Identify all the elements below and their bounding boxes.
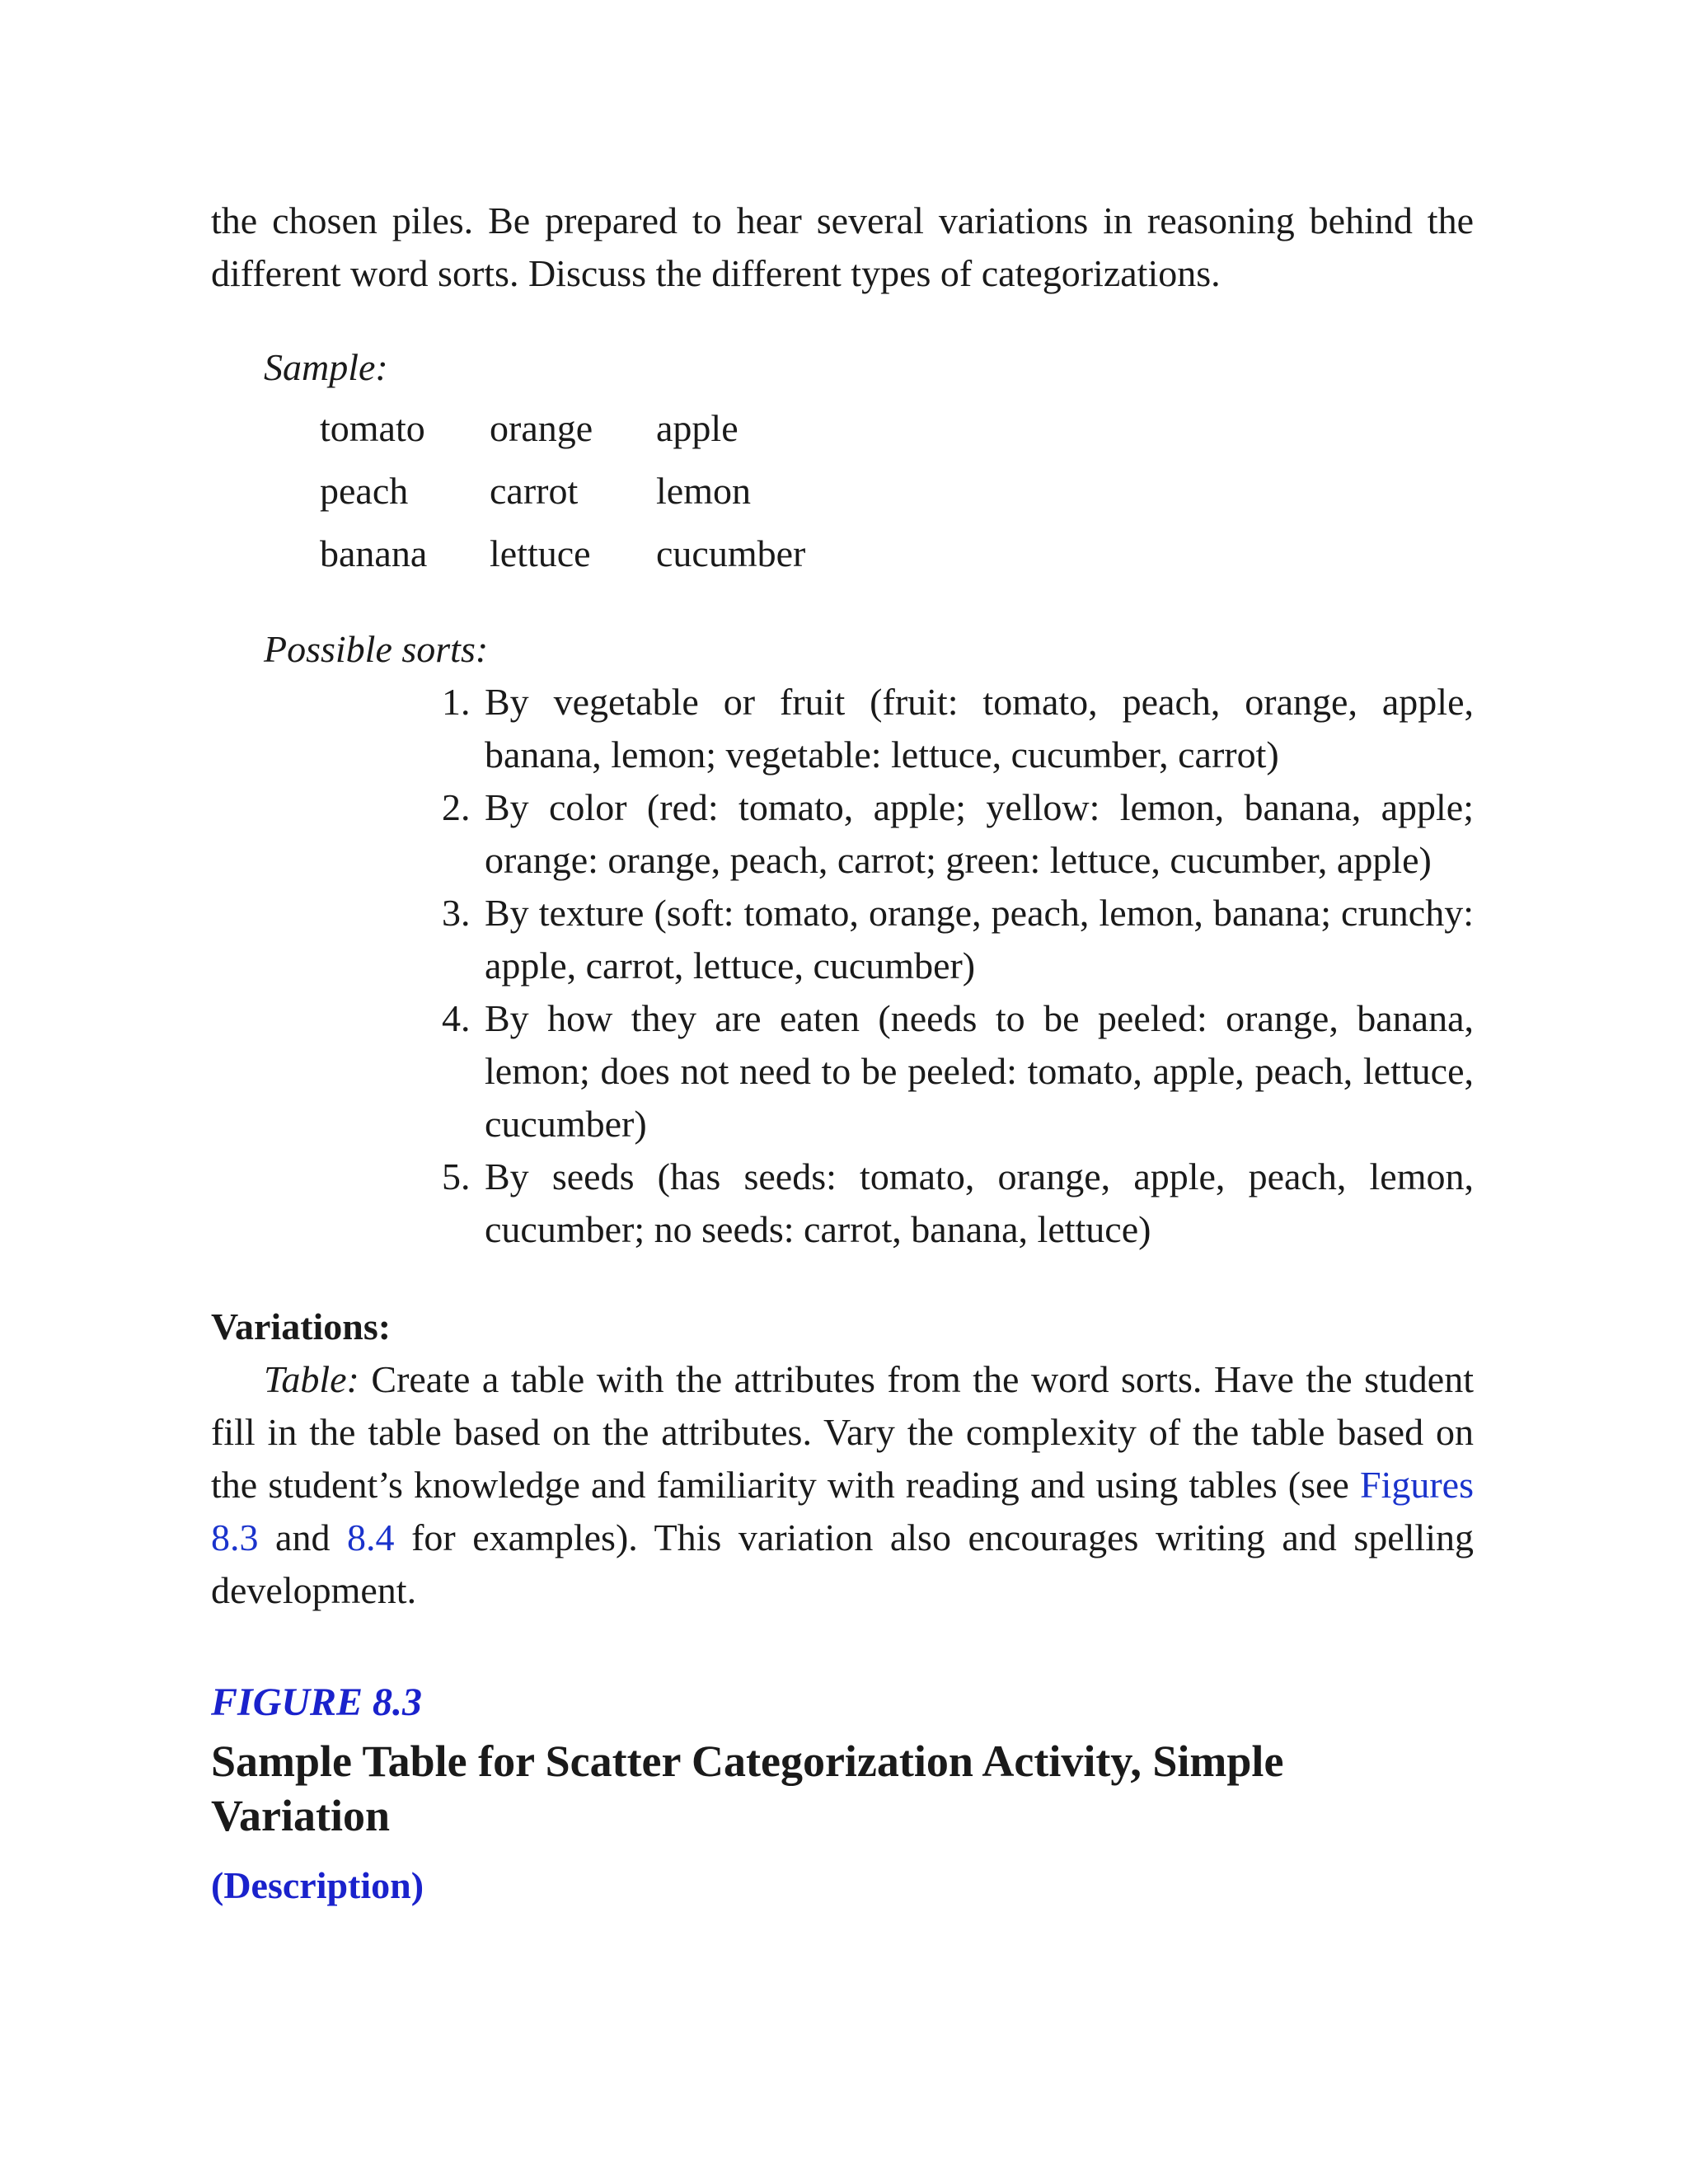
possible-sorts-list <box>211 676 1474 1256</box>
list-item <box>442 992 1474 1151</box>
sample-word: peach <box>320 470 409 512</box>
sample-word: lemon <box>656 470 751 512</box>
sample-word: carrot <box>490 470 579 512</box>
sample-word: banana <box>320 532 428 574</box>
intro-paragraph: the chosen piles. Be prepared to hear several variations in reasoning behind the different word sorts. Discuss the different types of categorizations. <box>211 199 1474 294</box>
list-item-text: By how they are eaten (needs to be peeled: orange, banana, lemon; does not need to be peeled: tomato, apple, peach, lettuce, cucumber) <box>485 997 1474 1145</box>
sample-word: cucumber <box>656 532 806 574</box>
sample-word: apple <box>656 407 738 449</box>
description-link[interactable]: (Description) <box>211 1864 424 1906</box>
sample-word-grid <box>320 402 1474 580</box>
sample-label: Sample: <box>264 346 388 388</box>
variation-text: Create a table with the attributes from the word sorts. Have the student fill in the table based on the attributes. Vary the complexity of the table based on the student’s knowledge and familiarity with reading and using tables (see <box>211 1358 1474 1506</box>
list-item-number: 3. <box>442 892 471 934</box>
list-item-number: 2. <box>442 786 471 828</box>
variations-heading: Variations: <box>211 1305 392 1347</box>
variation-text: and <box>258 1516 348 1558</box>
list-item-number: 1. <box>442 681 471 723</box>
list-item-text: By vegetable or fruit (fruit: tomato, peach, orange, apple, banana, lemon; vegetable: lettuce, cucumber, carrot) <box>485 681 1474 776</box>
sample-word: lettuce <box>490 532 591 574</box>
list-item-text: By color (red: tomato, apple; yellow: lemon, banana, apple; orange: orange, peach, carrot; green: lettuce, cucumber, apple) <box>485 786 1474 881</box>
list-item <box>442 676 1474 781</box>
figure-title: Sample Table for Scatter Categorization Activity, Simple Variation <box>211 1736 1284 1840</box>
variation-text: for examples). This variation also encourages writing and spelling development. <box>211 1516 1474 1611</box>
list-item <box>442 781 1474 887</box>
list-item <box>442 1151 1474 1256</box>
list-item <box>442 887 1474 992</box>
sample-word: tomato <box>320 407 425 449</box>
figure-8-4-link[interactable]: 8.4 <box>347 1516 395 1558</box>
sample-word: orange <box>490 407 593 449</box>
table-variation-paragraph <box>211 1353 1474 1617</box>
figures-8-3-link[interactable]: Figures 8.3 <box>211 1464 1474 1558</box>
figure-label: FIGURE 8.3 <box>211 1680 423 1724</box>
possible-sorts-label: Possible sorts: <box>264 628 489 670</box>
list-item-text: By texture (soft: tomato, orange, peach, lemon, banana; crunchy: apple, carrot, lettuce, cucumber) <box>485 892 1474 987</box>
table-label: Table: <box>264 1358 359 1400</box>
list-item-number: 5. <box>442 1155 471 1197</box>
page-content <box>211 194 1474 1912</box>
list-item-number: 4. <box>442 997 471 1039</box>
list-item-text: By seeds (has seeds: tomato, orange, apple, peach, lemon, cucumber; no seeds: carrot, banana, lettuce) <box>485 1155 1474 1250</box>
